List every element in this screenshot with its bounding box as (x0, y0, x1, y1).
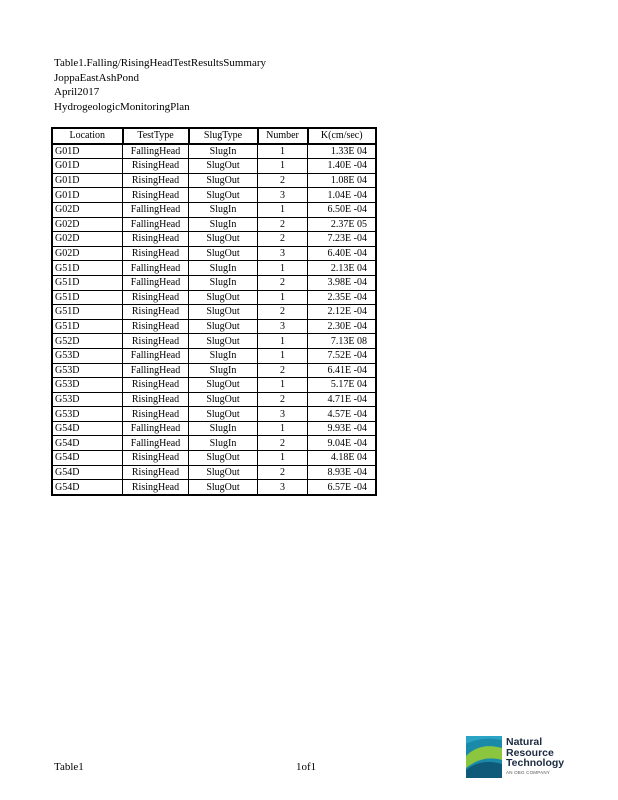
cell-test-type: RisingHead (123, 378, 189, 393)
cell-test-type: RisingHead (123, 319, 189, 334)
table-title: Table1.Falling/RisingHeadTestResultsSummary (54, 57, 267, 69)
logo-wave-icon (466, 736, 502, 778)
company-logo (466, 736, 576, 780)
cell-number: 3 (258, 407, 308, 422)
cell-location: G53D (52, 348, 123, 363)
cell-slug-type: SlugIn (189, 275, 258, 290)
cell-slug-type: SlugOut (189, 319, 258, 334)
cell-location: G53D (52, 407, 123, 422)
cell-number: 1 (258, 202, 308, 217)
cell-test-type: FallingHead (123, 217, 189, 232)
cell-test-type: RisingHead (123, 290, 189, 305)
table-row (52, 451, 376, 466)
cell-test-type: RisingHead (123, 159, 189, 174)
cell-location: G01D (52, 144, 123, 159)
cell-number: 1 (258, 144, 308, 159)
cell-test-type: FallingHead (123, 421, 189, 436)
table-row (52, 465, 376, 480)
table-row (52, 319, 376, 334)
cell-test-type: RisingHead (123, 188, 189, 203)
cell-k-value: 2.37E 05 (308, 217, 377, 232)
page-number: 1of1 (296, 761, 317, 773)
table-row (52, 217, 376, 232)
table-row (52, 261, 376, 276)
cell-number: 2 (258, 436, 308, 451)
cell-slug-type: SlugOut (189, 159, 258, 174)
cell-number: 2 (258, 232, 308, 247)
cell-k-value: 1.33E 04 (308, 144, 377, 159)
cell-k-value: 1.04E -04 (308, 188, 377, 203)
cell-test-type: FallingHead (123, 436, 189, 451)
table-row (52, 290, 376, 305)
cell-location: G02D (52, 232, 123, 247)
table-body (52, 144, 376, 495)
cell-slug-type: SlugOut (189, 480, 258, 495)
report-date: April2017 (54, 86, 100, 99)
cell-test-type: RisingHead (123, 451, 189, 466)
cell-number: 2 (258, 392, 308, 407)
column-header-number: Number (258, 128, 308, 144)
cell-slug-type: SlugOut (189, 451, 258, 466)
cell-number: 1 (258, 348, 308, 363)
cell-k-value: 2.13E 04 (308, 261, 377, 276)
cell-location: G51D (52, 275, 123, 290)
cell-location: G51D (52, 261, 123, 276)
cell-location: G54D (52, 465, 123, 480)
cell-test-type: RisingHead (123, 407, 189, 422)
cell-test-type: FallingHead (123, 261, 189, 276)
table-row (52, 421, 376, 436)
cell-number: 2 (258, 217, 308, 232)
cell-number: 1 (258, 159, 308, 174)
cell-location: G01D (52, 173, 123, 188)
cell-location: G53D (52, 378, 123, 393)
cell-test-type: FallingHead (123, 202, 189, 217)
table-row (52, 232, 376, 247)
cell-k-value: 9.93E -04 (308, 421, 377, 436)
cell-location: G53D (52, 363, 123, 378)
cell-slug-type: SlugIn (189, 363, 258, 378)
cell-test-type: RisingHead (123, 232, 189, 247)
cell-slug-type: SlugIn (189, 202, 258, 217)
cell-slug-type: SlugOut (189, 173, 258, 188)
table-row (52, 159, 376, 174)
plan-name: HydrogeologicMonitoringPlan (54, 100, 190, 113)
table-row (52, 334, 376, 349)
cell-number: 3 (258, 480, 308, 495)
logo-line-2: Resource (506, 746, 554, 759)
cell-location: G01D (52, 188, 123, 203)
cell-k-value: 6.57E -04 (308, 480, 377, 495)
cell-test-type: RisingHead (123, 465, 189, 480)
cell-number: 1 (258, 451, 308, 466)
cell-number: 1 (258, 421, 308, 436)
cell-number: 1 (258, 261, 308, 276)
cell-k-value: 7.52E -04 (308, 348, 377, 363)
table-row (52, 480, 376, 495)
table-row (52, 173, 376, 188)
cell-k-value: 3.98E -04 (308, 275, 377, 290)
column-header-test-type: TestType (123, 128, 189, 144)
cell-k-value: 1.40E -04 (308, 159, 377, 174)
cell-number: 2 (258, 173, 308, 188)
cell-slug-type: SlugIn (189, 421, 258, 436)
cell-slug-type: SlugIn (189, 261, 258, 276)
cell-k-value: 4.18E 04 (308, 451, 377, 466)
cell-slug-type: SlugIn (189, 144, 258, 159)
column-header-k: K(cm/sec) (308, 128, 377, 144)
cell-location: G51D (52, 290, 123, 305)
table-row (52, 188, 376, 203)
cell-location: G01D (52, 159, 123, 174)
cell-slug-type: SlugOut (189, 378, 258, 393)
cell-k-value: 2.30E -04 (308, 319, 377, 334)
cell-k-value: 1.08E 04 (308, 173, 377, 188)
cell-number: 3 (258, 188, 308, 203)
table-row (52, 348, 376, 363)
table-row (52, 246, 376, 261)
footer-table-label: Table1 (54, 761, 84, 773)
cell-test-type: FallingHead (123, 348, 189, 363)
cell-location: G54D (52, 451, 123, 466)
table-row (52, 407, 376, 422)
cell-slug-type: SlugIn (189, 436, 258, 451)
cell-k-value: 6.50E -04 (308, 202, 377, 217)
cell-slug-type: SlugOut (189, 188, 258, 203)
column-header-location: Location (52, 128, 123, 144)
cell-slug-type: SlugIn (189, 217, 258, 232)
logo-line-1: Natural (506, 736, 543, 748)
cell-number: 1 (258, 334, 308, 349)
table-row (52, 392, 376, 407)
cell-number: 2 (258, 305, 308, 320)
cell-number: 2 (258, 275, 308, 290)
cell-test-type: FallingHead (123, 144, 189, 159)
cell-location: G53D (52, 392, 123, 407)
cell-location: G54D (52, 436, 123, 451)
cell-test-type: RisingHead (123, 480, 189, 495)
column-header-slug-type: SlugType (189, 128, 258, 144)
table-row (52, 305, 376, 320)
cell-k-value: 6.41E -04 (308, 363, 377, 378)
cell-location: G51D (52, 319, 123, 334)
cell-k-value: 5.17E 04 (308, 378, 377, 393)
table-row (52, 363, 376, 378)
table-row (52, 275, 376, 290)
table-row (52, 436, 376, 451)
cell-location: G51D (52, 305, 123, 320)
cell-slug-type: SlugOut (189, 290, 258, 305)
logo-subtitle: AN OBG COMPANY (506, 770, 550, 775)
cell-slug-type: SlugOut (189, 334, 258, 349)
table-row (52, 144, 376, 159)
cell-test-type: RisingHead (123, 305, 189, 320)
cell-test-type: RisingHead (123, 173, 189, 188)
cell-slug-type: SlugOut (189, 465, 258, 480)
cell-slug-type: SlugOut (189, 246, 258, 261)
cell-k-value: 7.23E -04 (308, 232, 377, 247)
cell-number: 2 (258, 465, 308, 480)
cell-number: 2 (258, 363, 308, 378)
cell-k-value: 8.93E -04 (308, 465, 377, 480)
cell-number: 3 (258, 319, 308, 334)
table-row (52, 378, 376, 393)
cell-slug-type: SlugIn (189, 348, 258, 363)
cell-k-value: 2.12E -04 (308, 305, 377, 320)
cell-test-type: RisingHead (123, 334, 189, 349)
cell-location: G02D (52, 246, 123, 261)
cell-location: G02D (52, 217, 123, 232)
cell-number: 3 (258, 246, 308, 261)
cell-k-value: 2.35E -04 (308, 290, 377, 305)
site-name: JoppaEastAshPond (54, 71, 139, 84)
test-results-table (51, 127, 377, 496)
cell-location: G54D (52, 421, 123, 436)
cell-k-value: 7.13E 08 (308, 334, 377, 349)
cell-slug-type: SlugOut (189, 232, 258, 247)
cell-test-type: RisingHead (123, 392, 189, 407)
cell-location: G54D (52, 480, 123, 495)
cell-k-value: 9.04E -04 (308, 436, 377, 451)
cell-test-type: FallingHead (123, 363, 189, 378)
table-row (52, 202, 376, 217)
cell-k-value: 4.71E -04 (308, 392, 377, 407)
cell-k-value: 4.57E -04 (308, 407, 377, 422)
cell-slug-type: SlugOut (189, 392, 258, 407)
cell-location: G52D (52, 334, 123, 349)
cell-test-type: FallingHead (123, 275, 189, 290)
cell-test-type: RisingHead (123, 246, 189, 261)
cell-k-value: 6.40E -04 (308, 246, 377, 261)
cell-number: 1 (258, 378, 308, 393)
cell-location: G02D (52, 202, 123, 217)
cell-slug-type: SlugOut (189, 305, 258, 320)
logo-line-3: Technology (506, 757, 565, 769)
cell-number: 1 (258, 290, 308, 305)
table-header-row (52, 128, 376, 144)
cell-slug-type: SlugOut (189, 407, 258, 422)
document-header (54, 56, 266, 114)
